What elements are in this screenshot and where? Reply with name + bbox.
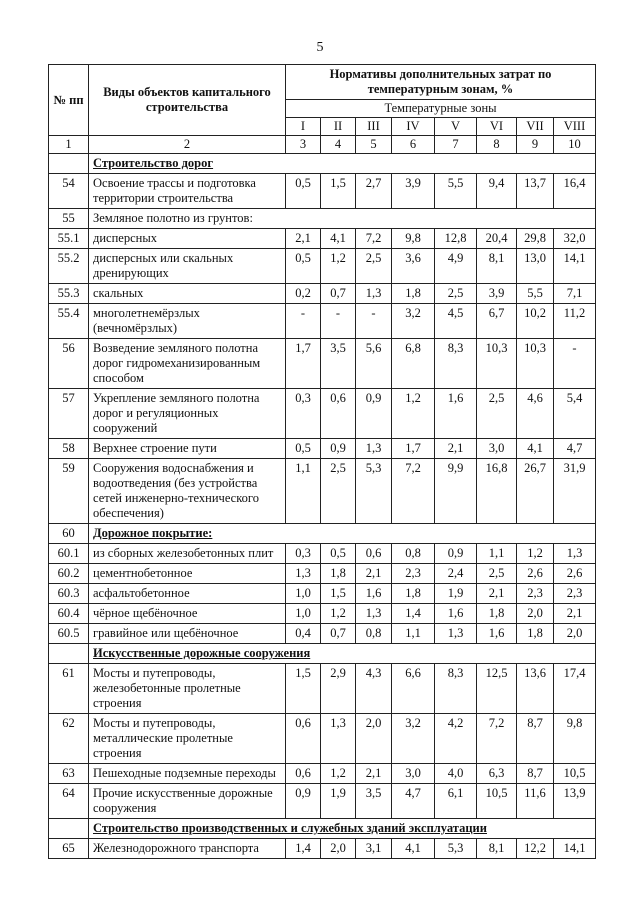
norm-value: -	[321, 304, 356, 339]
norm-value: 7,2	[392, 459, 435, 524]
norm-value: 10,5	[477, 784, 517, 819]
row-number: 60.2	[49, 564, 89, 584]
table-row	[49, 664, 596, 714]
row-number: 57	[49, 389, 89, 439]
norm-value: 1,7	[286, 339, 321, 389]
norm-value: 14,1	[554, 839, 596, 859]
norm-value: 4,7	[554, 439, 596, 459]
object-name: из сборных железобетонных плит	[89, 544, 286, 564]
object-name: Верхнее строение пути	[89, 439, 286, 459]
object-name: Возведение земляного полотна дорог гидромеханизированным способом	[89, 339, 286, 389]
norm-value: 3,0	[477, 439, 517, 459]
column-index: 3	[286, 136, 321, 154]
norm-value: 4,3	[356, 664, 392, 714]
norm-value: 0,5	[321, 544, 356, 564]
norm-value: 16,4	[554, 174, 596, 209]
norm-value: 6,3	[477, 764, 517, 784]
norm-value: 1,8	[321, 564, 356, 584]
norm-value: 2,5	[477, 564, 517, 584]
norm-value: 3,9	[477, 284, 517, 304]
norm-value: 4,0	[435, 764, 477, 784]
section-heading-text: Искусственные дорожные сооружения	[93, 646, 311, 660]
norm-value: 1,3	[356, 604, 392, 624]
table-row	[49, 604, 596, 624]
norm-value: 2,1	[477, 584, 517, 604]
section-heading-text: Строительство производственных и служебных зданий эксплуатации	[93, 821, 487, 835]
norm-value: 1,6	[356, 584, 392, 604]
norm-value: 3,2	[392, 304, 435, 339]
norm-value: 3,1	[356, 839, 392, 859]
row-number: 58	[49, 439, 89, 459]
norm-value: 1,4	[286, 839, 321, 859]
norm-value: 1,5	[286, 664, 321, 714]
norm-value: 11,6	[517, 784, 554, 819]
table-row	[49, 584, 596, 604]
column-index: 8	[477, 136, 517, 154]
norm-value: 9,8	[554, 714, 596, 764]
table-row	[49, 839, 596, 859]
norm-value: 9,9	[435, 459, 477, 524]
header-zones-label: Температурные зоны	[286, 100, 596, 118]
row-number: 65	[49, 839, 89, 859]
norm-value: 2,3	[554, 584, 596, 604]
norm-value: 32,0	[554, 229, 596, 249]
norm-value: 6,6	[392, 664, 435, 714]
norm-value: 2,7	[356, 174, 392, 209]
object-name: дисперсных или скальных дренирующих	[89, 249, 286, 284]
norm-value: 31,9	[554, 459, 596, 524]
norm-value: 1,8	[477, 604, 517, 624]
norm-value: 8,1	[477, 839, 517, 859]
norm-value: 8,3	[435, 664, 477, 714]
header-name: Виды объектов капитального строительства	[89, 65, 286, 136]
norm-value: 2,9	[321, 664, 356, 714]
object-name: Пешеходные подземные переходы	[89, 764, 286, 784]
norm-value: 4,1	[392, 839, 435, 859]
norm-value: 12,2	[517, 839, 554, 859]
norm-value: 0,2	[286, 284, 321, 304]
table-row	[49, 174, 596, 209]
norm-value: 17,4	[554, 664, 596, 714]
norm-value: 0,9	[321, 439, 356, 459]
row-number: 54	[49, 174, 89, 209]
group-label: Земляное полотно из грунтов:	[89, 209, 596, 229]
norm-value: 5,3	[356, 459, 392, 524]
norm-value: 14,1	[554, 249, 596, 284]
section-heading	[89, 819, 596, 839]
object-name: асфальтобетонное	[89, 584, 286, 604]
zone-header: III	[356, 118, 392, 136]
object-name: Мосты и путепроводы, металлические пролетные строения	[89, 714, 286, 764]
norm-value: 6,7	[477, 304, 517, 339]
table-row	[49, 544, 596, 564]
page-number: 5	[316, 40, 324, 55]
norm-value: 2,0	[554, 624, 596, 644]
norm-value: 0,3	[286, 544, 321, 564]
norm-value: 0,5	[286, 249, 321, 284]
row-number: 60.1	[49, 544, 89, 564]
zone-header: I	[286, 118, 321, 136]
norm-value: 1,2	[321, 249, 356, 284]
norm-value: 1,8	[392, 284, 435, 304]
norm-value: 4,9	[435, 249, 477, 284]
section-heading	[89, 644, 596, 664]
norm-value: 1,4	[392, 604, 435, 624]
norm-value: 2,1	[554, 604, 596, 624]
table-row	[49, 784, 596, 819]
table-row	[49, 284, 596, 304]
row-number: 62	[49, 714, 89, 764]
norm-value: 1,3	[554, 544, 596, 564]
zone-header: VII	[517, 118, 554, 136]
norm-value: 3,9	[392, 174, 435, 209]
norm-value: 2,6	[517, 564, 554, 584]
norm-value: 0,5	[286, 439, 321, 459]
norm-value: -	[356, 304, 392, 339]
norm-value: 3,0	[392, 764, 435, 784]
norm-value: 0,7	[321, 284, 356, 304]
norm-value: 2,5	[356, 249, 392, 284]
table-row	[49, 819, 596, 839]
row-number	[49, 154, 89, 174]
object-name: дисперсных	[89, 229, 286, 249]
row-number	[49, 644, 89, 664]
header-norms: Нормативы дополнительных затрат по температурным зонам, %	[286, 65, 596, 100]
norm-value: 20,4	[477, 229, 517, 249]
row-number: 60	[49, 524, 89, 544]
norm-value: 1,9	[321, 784, 356, 819]
norm-value: 1,8	[517, 624, 554, 644]
norm-value: 2,5	[321, 459, 356, 524]
norm-value: 2,0	[517, 604, 554, 624]
table-row	[49, 624, 596, 644]
zone-header: VI	[477, 118, 517, 136]
norm-value: 0,9	[356, 389, 392, 439]
norm-value: 10,3	[517, 339, 554, 389]
table-row	[49, 209, 596, 229]
object-name: скальных	[89, 284, 286, 304]
table-row	[49, 304, 596, 339]
norm-value: -	[286, 304, 321, 339]
column-index: 6	[392, 136, 435, 154]
norm-value: 1,3	[356, 439, 392, 459]
column-index: 4	[321, 136, 356, 154]
section-heading	[89, 154, 596, 174]
norm-value: 1,1	[286, 459, 321, 524]
norm-value: 4,1	[517, 439, 554, 459]
norm-value: 0,6	[321, 389, 356, 439]
norm-value: 0,7	[321, 624, 356, 644]
section-heading-text: Строительство дорог	[93, 156, 214, 170]
norm-value: 9,4	[477, 174, 517, 209]
column-index: 10	[554, 136, 596, 154]
norm-value: 2,0	[356, 714, 392, 764]
norm-value: 5,5	[435, 174, 477, 209]
norm-value: 9,8	[392, 229, 435, 249]
norm-value: -	[554, 339, 596, 389]
norm-value: 1,0	[286, 604, 321, 624]
norm-value: 7,2	[477, 714, 517, 764]
row-number: 60.5	[49, 624, 89, 644]
row-number: 55.3	[49, 284, 89, 304]
norm-value: 1,3	[286, 564, 321, 584]
norm-value: 1,3	[321, 714, 356, 764]
object-name: цементнобетонное	[89, 564, 286, 584]
norm-value: 4,6	[517, 389, 554, 439]
norm-value: 1,2	[321, 604, 356, 624]
zone-header: II	[321, 118, 356, 136]
norm-value: 0,6	[356, 544, 392, 564]
table-row	[49, 524, 596, 544]
norm-value: 2,5	[477, 389, 517, 439]
table-row	[49, 644, 596, 664]
object-name: Мосты и путепроводы, железобетонные пролетные строения	[89, 664, 286, 714]
norm-value: 5,4	[554, 389, 596, 439]
table-row	[49, 229, 596, 249]
norm-value: 2,0	[321, 839, 356, 859]
norm-value: 26,7	[517, 459, 554, 524]
norm-value: 2,4	[435, 564, 477, 584]
norm-value: 1,8	[392, 584, 435, 604]
norm-value: 5,3	[435, 839, 477, 859]
norm-value: 13,0	[517, 249, 554, 284]
row-number: 63	[49, 764, 89, 784]
row-number: 60.4	[49, 604, 89, 624]
row-number: 56	[49, 339, 89, 389]
norm-value: 7,1	[554, 284, 596, 304]
norm-value: 3,2	[392, 714, 435, 764]
norm-value: 11,2	[554, 304, 596, 339]
norm-value: 5,6	[356, 339, 392, 389]
norm-value: 2,1	[356, 764, 392, 784]
column-index: 1	[49, 136, 89, 154]
header-num: № пп	[49, 65, 89, 136]
norm-value: 3,5	[321, 339, 356, 389]
norm-value: 3,6	[392, 249, 435, 284]
norm-value: 0,6	[286, 714, 321, 764]
object-name: Железнодорожного транспорта	[89, 839, 286, 859]
row-number: 64	[49, 784, 89, 819]
norm-value: 0,5	[286, 174, 321, 209]
norm-value: 2,6	[554, 564, 596, 584]
norm-value: 0,8	[356, 624, 392, 644]
norm-value: 1,6	[435, 389, 477, 439]
row-number: 55	[49, 209, 89, 229]
norm-value: 2,3	[392, 564, 435, 584]
norm-value: 6,1	[435, 784, 477, 819]
table-row	[49, 389, 596, 439]
norm-value: 1,5	[321, 174, 356, 209]
row-number: 55.1	[49, 229, 89, 249]
norm-value: 0,9	[286, 784, 321, 819]
norm-value: 10,3	[477, 339, 517, 389]
section-heading-text: Дорожное покрытие:	[93, 526, 213, 540]
norm-value: 13,7	[517, 174, 554, 209]
norm-value: 10,2	[517, 304, 554, 339]
norm-value: 1,2	[321, 764, 356, 784]
norm-value: 2,5	[435, 284, 477, 304]
norm-value: 4,2	[435, 714, 477, 764]
norm-value: 1,1	[392, 624, 435, 644]
norm-value: 6,8	[392, 339, 435, 389]
norm-value: 16,8	[477, 459, 517, 524]
zone-header: V	[435, 118, 477, 136]
norm-value: 8,3	[435, 339, 477, 389]
norm-value: 4,5	[435, 304, 477, 339]
table-row	[49, 249, 596, 284]
object-name: гравийное или щебёночное	[89, 624, 286, 644]
row-number: 55.4	[49, 304, 89, 339]
norm-value: 3,5	[356, 784, 392, 819]
norm-value: 0,9	[435, 544, 477, 564]
norm-value: 2,1	[356, 564, 392, 584]
norm-value: 1,9	[435, 584, 477, 604]
row-number: 61	[49, 664, 89, 714]
norm-value: 0,8	[392, 544, 435, 564]
norm-value: 12,8	[435, 229, 477, 249]
section-heading	[89, 524, 596, 544]
norm-value: 0,4	[286, 624, 321, 644]
norm-value: 8,7	[517, 764, 554, 784]
table-row	[49, 439, 596, 459]
norm-value: 7,2	[356, 229, 392, 249]
norm-value: 1,1	[477, 544, 517, 564]
norm-value: 1,2	[392, 389, 435, 439]
norm-value: 0,6	[286, 764, 321, 784]
row-number: 55.2	[49, 249, 89, 284]
norm-value: 1,6	[435, 604, 477, 624]
object-name: Освоение трассы и подготовка территории строительства	[89, 174, 286, 209]
norm-value: 29,8	[517, 229, 554, 249]
norm-value: 1,2	[517, 544, 554, 564]
table-row	[49, 459, 596, 524]
norm-value: 5,5	[517, 284, 554, 304]
object-name: Прочие искусственные дорожные сооружения	[89, 784, 286, 819]
column-index: 9	[517, 136, 554, 154]
table-row	[49, 764, 596, 784]
norm-value: 13,6	[517, 664, 554, 714]
norm-value: 1,5	[321, 584, 356, 604]
norm-value: 2,1	[286, 229, 321, 249]
table-row	[49, 154, 596, 174]
norm-value: 1,7	[392, 439, 435, 459]
norm-value: 1,0	[286, 584, 321, 604]
norms-table	[48, 64, 596, 859]
object-name: чёрное щебёночное	[89, 604, 286, 624]
zone-header: IV	[392, 118, 435, 136]
row-number: 60.3	[49, 584, 89, 604]
norm-value: 12,5	[477, 664, 517, 714]
norm-value: 4,7	[392, 784, 435, 819]
object-name: Укрепление земляного полотна дорог и регуляционных сооружений	[89, 389, 286, 439]
norm-value: 1,3	[356, 284, 392, 304]
zone-header: VIII	[554, 118, 596, 136]
norm-value: 2,1	[435, 439, 477, 459]
column-index: 7	[435, 136, 477, 154]
norm-value: 8,1	[477, 249, 517, 284]
norm-value: 1,3	[435, 624, 477, 644]
object-name: многолетнемёрзлых (вечномёрзлых)	[89, 304, 286, 339]
table-row	[49, 564, 596, 584]
norm-value: 1,6	[477, 624, 517, 644]
row-number	[49, 819, 89, 839]
column-index: 2	[89, 136, 286, 154]
table-row	[49, 714, 596, 764]
norm-value: 10,5	[554, 764, 596, 784]
column-index: 5	[356, 136, 392, 154]
norm-value: 8,7	[517, 714, 554, 764]
norm-value: 0,3	[286, 389, 321, 439]
norm-value: 2,3	[517, 584, 554, 604]
row-number: 59	[49, 459, 89, 524]
table-row	[49, 339, 596, 389]
object-name: Сооружения водоснабжения и водоотведения (без устройства сетей инженерно-технического обеспечения)	[89, 459, 286, 524]
norm-value: 13,9	[554, 784, 596, 819]
norm-value: 4,1	[321, 229, 356, 249]
